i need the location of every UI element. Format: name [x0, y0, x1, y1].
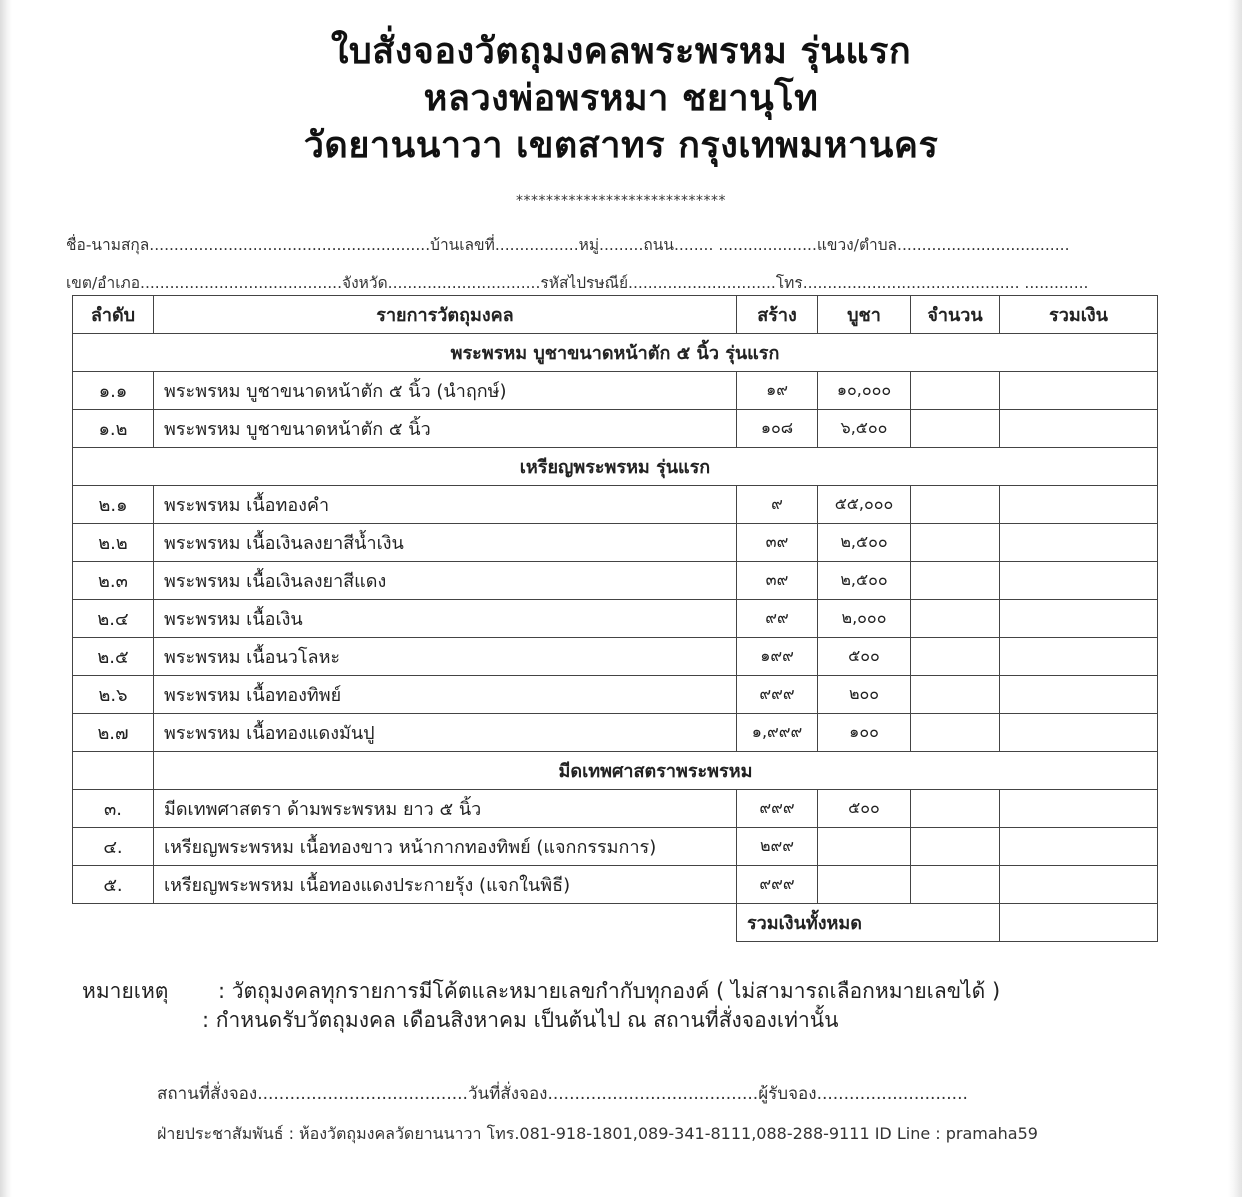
- row-built: ๓๙: [737, 524, 818, 562]
- row-qty-field[interactable]: [911, 714, 1000, 752]
- grand-total-spacer: [73, 904, 737, 942]
- star-divider: ****************************: [516, 193, 726, 209]
- row-total-field[interactable]: [1000, 562, 1158, 600]
- row-item: พระพรหม เนื้อนวโลหะ: [154, 638, 737, 676]
- row-total-field[interactable]: [1000, 676, 1158, 714]
- row-qty-field[interactable]: [911, 562, 1000, 600]
- row-built: ๓๙: [737, 562, 818, 600]
- section-row-knife: [73, 752, 1158, 790]
- table-row: [73, 486, 1158, 524]
- table-row: [73, 790, 1158, 828]
- row-price: ๑๐๐: [818, 714, 911, 752]
- row-total-field[interactable]: [1000, 372, 1158, 410]
- order-place-line[interactable]: สถานที่สั่งจอง.......................................วันที่สั่งจอง.......................................ผู้รับจอง............................: [157, 1084, 968, 1104]
- row-qty-field[interactable]: [911, 638, 1000, 676]
- row-qty-field[interactable]: [911, 866, 1000, 904]
- header-total: รวมเงิน: [1000, 296, 1158, 334]
- row-item: พระพรหม บูชาขนาดหน้าตัก ๕ นิ้ว: [154, 410, 737, 448]
- section-title: มีดเทพศาสตราพระพรหม: [154, 752, 1158, 790]
- row-no: ๓.: [73, 790, 154, 828]
- grand-total-row: [73, 904, 1158, 942]
- row-built: ๙๙๙: [737, 866, 818, 904]
- contact-line: ฝ่ายประชาสัมพันธ์ : ห้องวัตถุมงคลวัดยานนาวา โทร.081-918-1801,089-341-8111,088-288-9111 ID Line : pramaha59: [157, 1124, 1038, 1143]
- row-built: ๑๐๘: [737, 410, 818, 448]
- header-no: ลำดับ: [73, 296, 154, 334]
- table-row: [73, 828, 1158, 866]
- row-built: ๙๙: [737, 600, 818, 638]
- row-total-field[interactable]: [1000, 828, 1158, 866]
- row-no: ๔.: [73, 828, 154, 866]
- row-item: พระพรหม เนื้อเงิน: [154, 600, 737, 638]
- row-total-field[interactable]: [1000, 486, 1158, 524]
- page-left-edge: [0, 0, 12, 1197]
- row-built: ๙: [737, 486, 818, 524]
- row-price: ๒,๕๐๐: [818, 562, 911, 600]
- row-built: ๙๙๙: [737, 676, 818, 714]
- row-item: พระพรหม เนื้อทองทิพย์: [154, 676, 737, 714]
- row-no: ๒.๓: [73, 562, 154, 600]
- title-line-3: วัดยานนาวา เขตสาทร กรุงเทพมหานคร: [303, 125, 939, 166]
- row-price: ๒๐๐: [818, 676, 911, 714]
- table-row: [73, 676, 1158, 714]
- table-row: [73, 638, 1158, 676]
- table-row: [73, 524, 1158, 562]
- row-no: ๕.: [73, 866, 154, 904]
- row-qty-field[interactable]: [911, 410, 1000, 448]
- header-qty: จำนวน: [911, 296, 1000, 334]
- table-row: [73, 410, 1158, 448]
- section-title: เหรียญพระพรหม รุ่นแรก: [73, 448, 1158, 486]
- form-line-district-phone[interactable]: เขต/อำเภอ.........................................จังหวัด...............................รหัสไปรษณีย์..............................โทร............................................ .............: [66, 274, 1089, 292]
- row-built: ๒๙๙: [737, 828, 818, 866]
- section-blank-cell: [73, 752, 154, 790]
- row-price: ๑๐,๐๐๐: [818, 372, 911, 410]
- row-built: ๑๙๙: [737, 638, 818, 676]
- document-title-block: [0, 28, 1242, 169]
- row-total-field[interactable]: [1000, 714, 1158, 752]
- row-item: พระพรหม บูชาขนาดหน้าตัก ๕ นิ้ว (นำฤกษ์): [154, 372, 737, 410]
- header-price: บูชา: [818, 296, 911, 334]
- row-price: ๖,๕๐๐: [818, 410, 911, 448]
- grand-total-field[interactable]: [1000, 904, 1158, 942]
- section-row-coin: [73, 448, 1158, 486]
- row-item: พระพรหม เนื้อทองคำ: [154, 486, 737, 524]
- section-row-statue: [73, 334, 1158, 372]
- row-item: เหรียญพระพรหม เนื้อทองแดงประกายรุ้ง (แจกในพิธี): [154, 866, 737, 904]
- row-price: ๒,๐๐๐: [818, 600, 911, 638]
- row-price: [818, 866, 911, 904]
- table-row: [73, 600, 1158, 638]
- row-no: ๒.๔: [73, 600, 154, 638]
- row-price: ๕๕,๐๐๐: [818, 486, 911, 524]
- row-built: ๙๙๙: [737, 790, 818, 828]
- row-item: เหรียญพระพรหม เนื้อทองขาว หน้ากากทองทิพย์ (แจกกรรมการ): [154, 828, 737, 866]
- row-no: ๒.๒: [73, 524, 154, 562]
- row-total-field[interactable]: [1000, 524, 1158, 562]
- row-no: ๒.๗: [73, 714, 154, 752]
- header-built: สร้าง: [737, 296, 818, 334]
- table-row: [73, 866, 1158, 904]
- note-line-2: : กำหนดรับวัตถุมงคล เดือนสิงหาคม เป็นต้นไป ณ สถานที่สั่งจองเท่านั้น: [202, 1008, 839, 1032]
- row-no: ๒.๖: [73, 676, 154, 714]
- row-total-field[interactable]: [1000, 410, 1158, 448]
- row-no: ๒.๑: [73, 486, 154, 524]
- row-qty-field[interactable]: [911, 790, 1000, 828]
- row-price: [818, 828, 911, 866]
- row-total-field[interactable]: [1000, 638, 1158, 676]
- table-row: [73, 562, 1158, 600]
- section-title: พระพรหม บูชาขนาดหน้าตัก ๕ นิ้ว รุ่นแรก: [73, 334, 1158, 372]
- header-item: รายการวัตถุมงคล: [154, 296, 737, 334]
- row-total-field[interactable]: [1000, 790, 1158, 828]
- row-built: ๑,๙๙๙: [737, 714, 818, 752]
- row-item: พระพรหม เนื้อเงินลงยาสีแดง: [154, 562, 737, 600]
- grand-total-label: รวมเงินทั้งหมด: [737, 904, 1000, 942]
- table-header-row: [73, 296, 1158, 334]
- form-line-name-address[interactable]: ชื่อ-นามสกุล.........................................................บ้านเลขที่.................หมู่.........ถนน........ ....................แขวง/ตำบล...................................: [66, 236, 1070, 254]
- note-line-1: : วัตถุมงคลทุกรายการมีโค้ตและหมายเลขกำกับทุกองค์ ( ไม่สามารถเลือกหมายเลขได้ ): [218, 979, 1001, 1003]
- table-row: [73, 714, 1158, 752]
- row-qty-field[interactable]: [911, 486, 1000, 524]
- row-no: ๑.๑: [73, 372, 154, 410]
- row-price: ๕๐๐: [818, 638, 911, 676]
- row-price: ๕๐๐: [818, 790, 911, 828]
- title-line-1: ใบสั่งจองวัตถุมงคลพระพรหม รุ่นแรก: [330, 31, 912, 72]
- row-qty-field[interactable]: [911, 372, 1000, 410]
- page-right-edge: [1228, 0, 1242, 1197]
- row-built: ๑๙: [737, 372, 818, 410]
- table-row: [73, 372, 1158, 410]
- row-total-field[interactable]: [1000, 866, 1158, 904]
- note-block: [82, 978, 1000, 1004]
- row-item: พระพรหม เนื้อทองแดงมันปู: [154, 714, 737, 752]
- row-qty-field[interactable]: [911, 600, 1000, 638]
- row-no: ๑.๒: [73, 410, 154, 448]
- title-line-2: หลวงพ่อพรหมา ชยานุโท: [423, 78, 819, 119]
- row-qty-field[interactable]: [911, 828, 1000, 866]
- row-item: มีดเทพศาสตรา ด้ามพระพรหม ยาว ๕ นิ้ว: [154, 790, 737, 828]
- note-label: หมายเหตุ: [82, 979, 169, 1003]
- row-no: ๒.๕: [73, 638, 154, 676]
- row-item: พระพรหม เนื้อเงินลงยาสีน้ำเงิน: [154, 524, 737, 562]
- order-table: [72, 295, 1158, 942]
- row-qty-field[interactable]: [911, 676, 1000, 714]
- row-price: ๒,๕๐๐: [818, 524, 911, 562]
- row-total-field[interactable]: [1000, 600, 1158, 638]
- row-qty-field[interactable]: [911, 524, 1000, 562]
